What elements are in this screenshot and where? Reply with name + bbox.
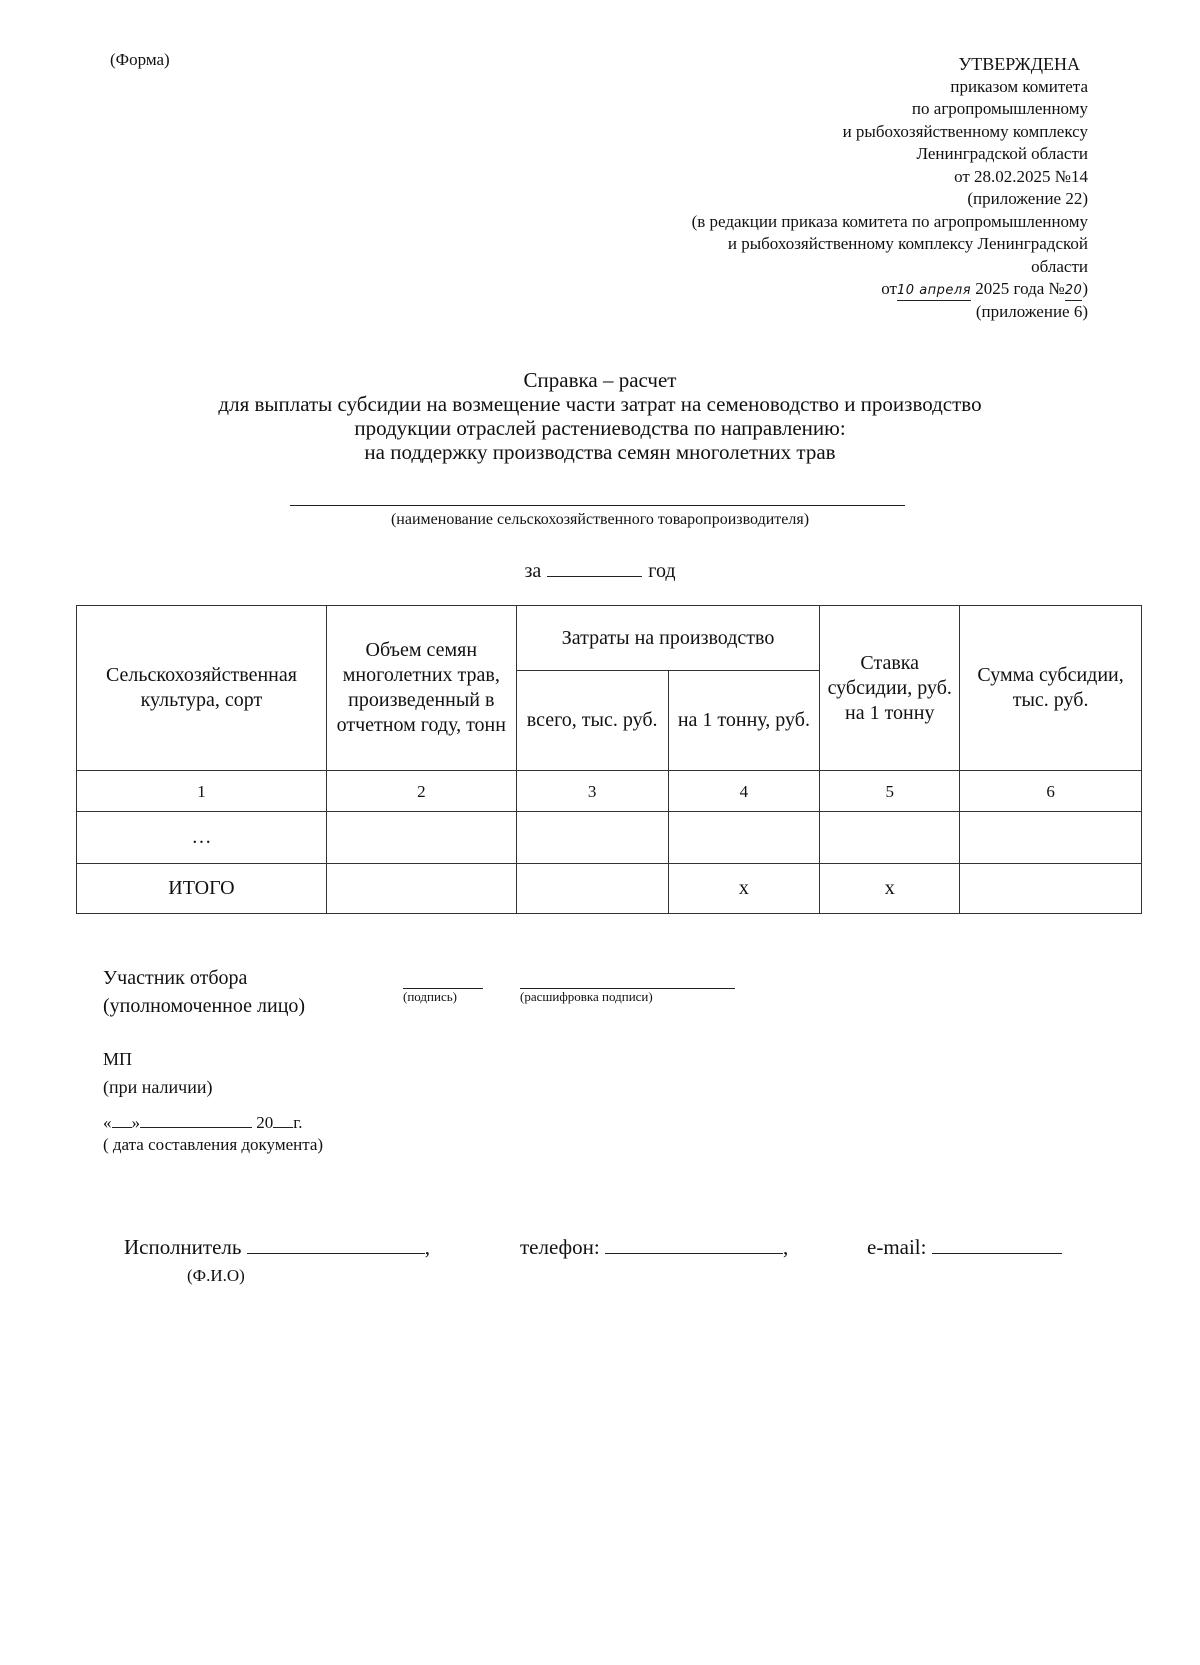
signature-field[interactable] [403, 988, 483, 1005]
close-quote: » [131, 1113, 140, 1132]
total-label: ИТОГО [77, 864, 327, 914]
date-caption: ( дата составления документа) [103, 1135, 324, 1154]
signature-decode-field[interactable] [520, 988, 735, 1005]
approval-line: по агропромышленному [911, 99, 1088, 118]
calculation-table [76, 605, 1142, 914]
participant-label: Участник отбора [103, 967, 248, 989]
title-line: для выплаты субсидии на возмещение части затрат на семеноводство и производство [218, 392, 982, 416]
form-label: (Форма) [110, 50, 170, 69]
col-header-total-costs: всего, тыс. руб. [516, 671, 668, 771]
approval-line: Ленинградской области [916, 144, 1088, 163]
column-number: 3 [516, 771, 668, 812]
col-header-crop: Сельскохозяйственная культура, сорт [77, 606, 327, 771]
table-cell[interactable]: … [77, 812, 327, 864]
table-cell[interactable] [326, 864, 516, 914]
col-header-per-ton: на 1 тонну, руб. [668, 671, 820, 771]
approval-line: приказом комитета [950, 76, 1088, 96]
signature-caption: (подпись) [403, 989, 457, 1004]
signature-decode-caption: (расшифровка подписи) [520, 989, 653, 1004]
total-row [77, 864, 1142, 914]
producer-name-line[interactable] [290, 505, 905, 506]
approval-heading: УТВЕРЖДЕНА [958, 54, 1080, 74]
year-suffix: год [648, 560, 676, 582]
century: 20 [256, 1113, 274, 1132]
approval-line: и рыбохозяйственному комплексу Ленинградской [727, 234, 1088, 253]
handwritten-month: апреля [919, 283, 972, 298]
month-blank[interactable] [140, 1115, 252, 1128]
table-cell: х [668, 864, 820, 914]
year-prefix: за [524, 560, 542, 582]
stamp-block [103, 1045, 212, 1101]
email-line [867, 1235, 1062, 1260]
date-suffix: 2025 года № [975, 279, 1065, 298]
email-field[interactable] [932, 1235, 1062, 1254]
year-blank[interactable] [547, 562, 642, 577]
stamp-if-any: (при наличии) [103, 1077, 213, 1097]
col-header-rate: Ставка субсидии, руб. на 1 тонну [820, 606, 960, 771]
email-label: e-mail: [867, 1235, 927, 1259]
open-quote: « [103, 1113, 112, 1132]
table-cell[interactable] [326, 812, 516, 864]
header-row [77, 606, 1142, 671]
authorized-label: (уполномоченное лицо) [103, 995, 306, 1017]
table-cell: х [820, 864, 960, 914]
handwritten-day: 10 [897, 283, 915, 298]
title-line: продукции отраслей растениеводства по направлению: [354, 416, 846, 440]
amendment-date-line [528, 278, 1088, 301]
document-title [100, 368, 1100, 464]
table-cell[interactable] [820, 812, 960, 864]
title-line: на поддержку производства семян многолетних трав [364, 440, 836, 464]
approval-line: (в редакции приказа комитета по агропромышленному [691, 211, 1088, 231]
column-number: 6 [960, 771, 1142, 812]
date-field[interactable] [103, 1112, 323, 1134]
date-prefix: от [881, 279, 897, 298]
title-line: Справка – расчет [523, 368, 677, 392]
stamp-label: МП [103, 1049, 133, 1069]
year-blank[interactable] [273, 1115, 293, 1128]
approval-line: (приложение 22) [967, 189, 1088, 208]
producer-caption: (наименование сельскохозяйственного товаропроизводителя) [390, 511, 810, 528]
day-blank[interactable] [112, 1115, 132, 1128]
phone-label: телефон: [520, 1235, 600, 1259]
executor-label: Исполнитель [124, 1235, 242, 1259]
phone-line: телефон: , [520, 1235, 789, 1259]
table-cell[interactable] [668, 812, 820, 864]
year-suffix: г. [293, 1113, 303, 1132]
executor-line: Исполнитель , [124, 1235, 430, 1259]
table-cell[interactable] [516, 812, 668, 864]
closing-paren: ) [1082, 279, 1088, 298]
date-block [103, 1112, 323, 1156]
participant-block [103, 964, 305, 1020]
phone-field[interactable] [605, 1235, 783, 1254]
year-line [480, 560, 720, 583]
approval-line: области [1031, 256, 1088, 276]
column-number: 4 [668, 771, 820, 812]
handwritten-order-number: 20 [1065, 282, 1083, 301]
column-number: 1 [77, 771, 327, 812]
executor-field[interactable] [247, 1235, 425, 1254]
approval-line: и рыбохозяйственному комплексу [842, 121, 1088, 141]
approval-block [528, 53, 1088, 324]
appendix-label: (приложение 6) [975, 302, 1088, 321]
table-cell[interactable] [516, 864, 668, 914]
table-cell[interactable] [960, 864, 1142, 914]
column-numbers-row [77, 771, 1142, 812]
executor-fio-caption: (Ф.И.О) [187, 1266, 245, 1285]
column-number: 5 [820, 771, 960, 812]
table-cell[interactable] [960, 812, 1142, 864]
col-header-volume: Объем семян многолетних трав, произведенный в отчетном году, тонн [326, 606, 516, 771]
col-header-amount: Сумма субсидии, тыс. руб. [960, 606, 1142, 771]
column-number: 2 [326, 771, 516, 812]
handwritten-date [897, 282, 971, 301]
table-row [77, 812, 1142, 864]
approval-line: от 28.02.2025 №14 [954, 166, 1088, 186]
col-header-costs: Затраты на производство [516, 606, 820, 671]
